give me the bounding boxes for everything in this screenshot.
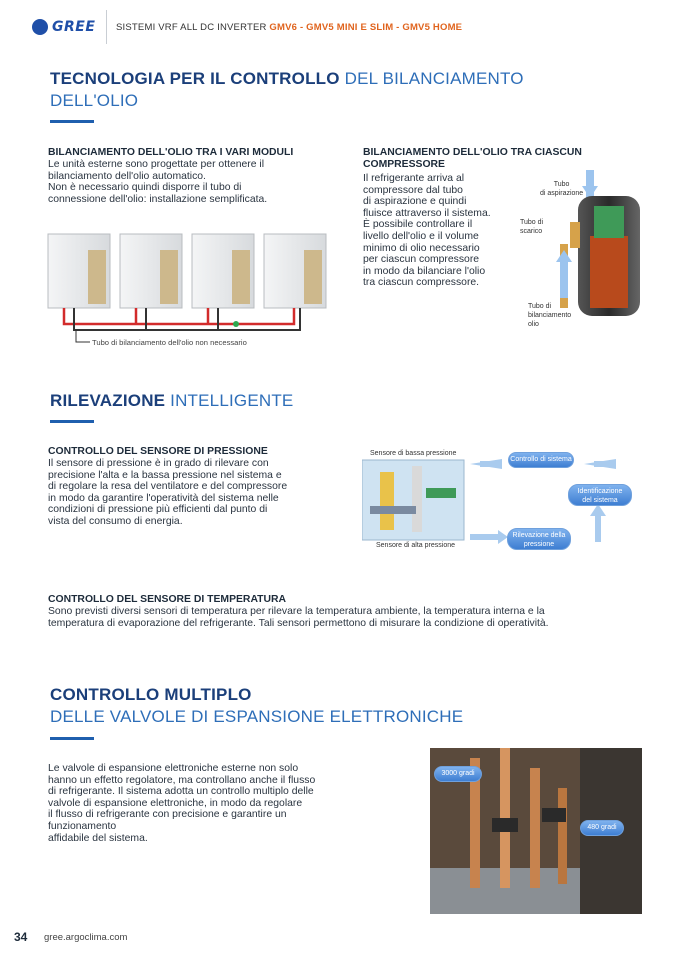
system-id-pill: Identificazione del sistema (568, 484, 632, 506)
outdoor-unit (264, 234, 326, 308)
section-rule (50, 420, 94, 423)
label-low-pressure: Sensore di bassa pressione (370, 450, 457, 457)
badge-3000: 3000 gradi (434, 766, 482, 782)
section-rule (50, 120, 94, 123)
system-control-pill: Controllo di sistema (508, 452, 574, 468)
oil-modules-text: Le unità esterne sono progettate per ottenere il bilanciamento dell'olio automatico. Non è necessario quindi disporre il tubo di connessione dell'olio: installazione semplificata. (48, 159, 268, 205)
oil-compressor-text: Il refrigerante arriva al compressore dal tubo di aspirazione e quindi fluisce attraverso il sistema. È possibile controllare il livello dell'olio e il volume minimo di olio necessario per ciascun compressore in modo da bilanciare l'olio tra ciascun compressore. (363, 173, 491, 289)
oil-modules-heading: BILANCIAMENTO DELL'OLIO TRA I VARI MODULI (48, 147, 294, 158)
badge-480: 480 gradi (580, 820, 624, 836)
pressure-text: Il sensore di pressione è in grado di rilevare con precisione l'alta e la bassa pressione nel sistema e di regolare la resa del ventilatore e del compressore in modo da garantire l'operatività del sistema nelle condizioni di pressione più efficienti dal punto di vista del consumo di energia. (48, 458, 288, 527)
page-number: 34 (14, 930, 28, 944)
header-title: SISTEMI VRF ALL DC INVERTER GMV6 - GMV5 MINI E SLIM - GMV5 HOME (116, 22, 463, 33)
outdoor-unit (120, 234, 182, 308)
label-oil-pipe: Tubo di bilanciamento olio (528, 303, 572, 328)
temperature-text: Sono previsti diversi sensori di temperatura per rilevare la temperatura ambiente, la temperatura interna e la temperatura di evaporazione del refrigerante. Tali sensori permettono di misurare la condizione di operatività. (48, 606, 549, 629)
pressure-heading: CONTROLLO DEL SENSORE DI PRESSIONE (48, 446, 268, 457)
section-title-oil: TECNOLOGIA PER IL CONTROLLO DEL BILANCIAMENTO DELL'OLIO (50, 69, 524, 110)
gree-logo-text: GREE (52, 19, 96, 35)
header-divider (106, 10, 107, 44)
gree-logo-icon (32, 19, 48, 35)
label-discharge: Tubo di scarico (520, 219, 544, 235)
gree-logo (32, 18, 95, 36)
section-title-detection: RILEVAZIONE INTELLIGENTE (50, 391, 294, 410)
outdoor-unit (192, 234, 254, 308)
pressure-detection-pill: Rilevazione della pressione (507, 528, 571, 550)
section-title-valves: CONTROLLO MULTIPLO DELLE VALVOLE DI ESPANSIONE ELETTRONICHE (50, 685, 464, 726)
section-rule (50, 737, 94, 740)
oil-arrow (556, 250, 572, 262)
outdoor-unit (48, 234, 110, 308)
units-caption: Tubo di bilanciamento dell'olio non necessario (92, 338, 247, 347)
valves-text: Le valvole di espansione elettroniche esterne non solo hanno un effetto regolatore, ma controllano anche il flusso di refrigerante. Il sistema adotta un controllo multiplo delle valvole di espansione elettroniche, in modo da regolare il flusso di refrigerante con precisione e garantire un funzionamento affidabile del sistema. (48, 763, 316, 844)
label-high-pressure: Sensore di alta pressione (376, 542, 455, 549)
footer-url[interactable]: gree.argoclima.com (44, 932, 128, 943)
label-suction: Tubo di aspirazione (540, 181, 584, 197)
outdoor-units-illustration (44, 228, 344, 352)
temperature-heading: CONTROLLO DEL SENSORE DI TEMPERATURA (48, 594, 287, 605)
arrow-right-icon (470, 534, 498, 540)
arrow-up-icon (595, 512, 601, 542)
oil-compressor-heading: BILANCIAMENTO DELL'OLIO TRA CIASCUN COMPRESSORE (363, 147, 582, 170)
